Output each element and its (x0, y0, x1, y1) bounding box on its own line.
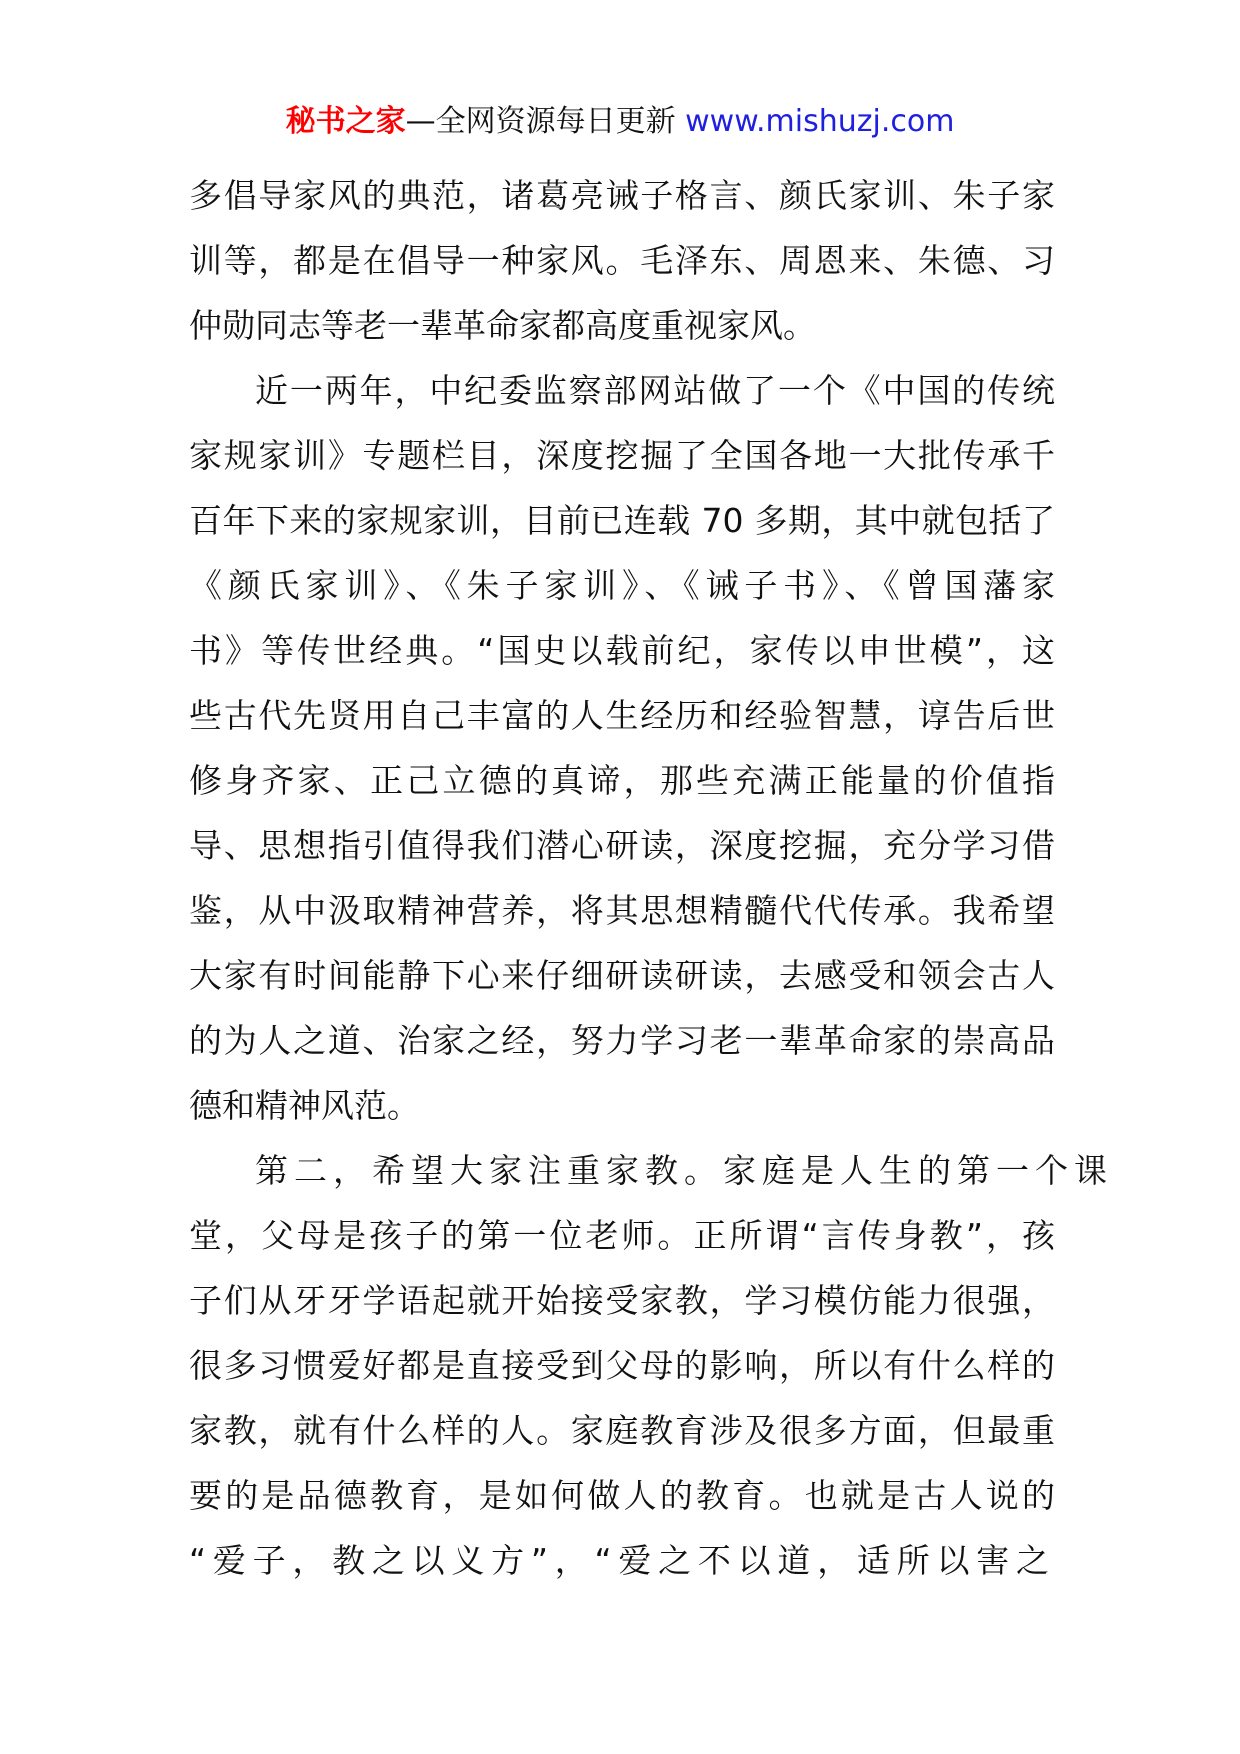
text-line: 鉴，从中汲取精神营养，将其思想精髓代代传承。我希望 (189, 891, 1055, 930)
text-line: 子们从牙牙学语起就开始接受家教，学习模仿能力很强， (189, 1281, 1055, 1320)
document-body (189, 163, 1113, 1593)
text-line: 很多习惯爱好都是直接受到父母的影响，所以有什么样的 (189, 1346, 1055, 1385)
text-line: 多倡导家风的典范，诸葛亮诫子格言、颜氏家训、朱子家 (189, 176, 1055, 215)
header-tagline: —全网资源每日更新 (405, 104, 676, 139)
text-line: 大家有时间能静下心来仔细研读研读，去感受和领会古人 (189, 956, 1055, 995)
text-line: 堂，父母是孩子的第一位老师。正所谓“言传身教”，孩 (189, 1216, 1055, 1255)
text-line: 第二，希望大家注重家教。家庭是人生的第一个课 (255, 1151, 1113, 1190)
text-line: 要的是品德教育，是如何做人的教育。也就是古人说的 (189, 1476, 1055, 1515)
text-line: 百年下来的家规家训，目前已连载 70 多期，其中就包括了 (189, 501, 1055, 540)
text-line: 《颜氏家训》、《朱子家训》、《诫子书》、《曾国藩家 (189, 566, 1055, 605)
text-line: 德和精神风范。 (189, 1086, 420, 1125)
paragraph-2 (189, 358, 1055, 1138)
text-line: 训等，都是在倡导一种家风。毛泽东、周恩来、朱德、习 (189, 241, 1055, 280)
text-line: 书》等传世经典。“国史以载前纪，家传以申世模”，这 (189, 631, 1055, 670)
brand-name: 秘书之家 (285, 104, 406, 139)
paragraph-1 (189, 163, 1055, 358)
text-line: 些古代先贤用自己丰富的人生经历和经验智慧，谆告后世 (189, 696, 1055, 735)
text-line: 家教，就有什么样的人。家庭教育涉及很多方面，但最重 (189, 1411, 1055, 1450)
text-line: 修身齐家、正己立德的真谛，那些充满正能量的价值指 (189, 761, 1055, 800)
text-line: 家规家训》专题栏目，深度挖掘了全国各地一大批传承千 (189, 436, 1055, 475)
text-line: 近一两年，中纪委监察部网站做了一个《中国的传统 (255, 371, 1055, 410)
text-line: “爱子，教之以义方”，“爱之不以道，适所以害之 (189, 1541, 1055, 1580)
text-line: 仲勋同志等老一辈革命家都高度重视家风。 (189, 306, 816, 345)
paragraph-3 (189, 1138, 1113, 1593)
page-header (0, 100, 1240, 144)
text-line: 导、思想指引值得我们潜心研读，深度挖掘，充分学习借 (189, 826, 1055, 865)
text-line: 的为人之道、治家之经，努力学习老一辈革命家的崇高品 (189, 1021, 1055, 1060)
site-url-link[interactable]: www.mishuzj.com (685, 104, 955, 139)
